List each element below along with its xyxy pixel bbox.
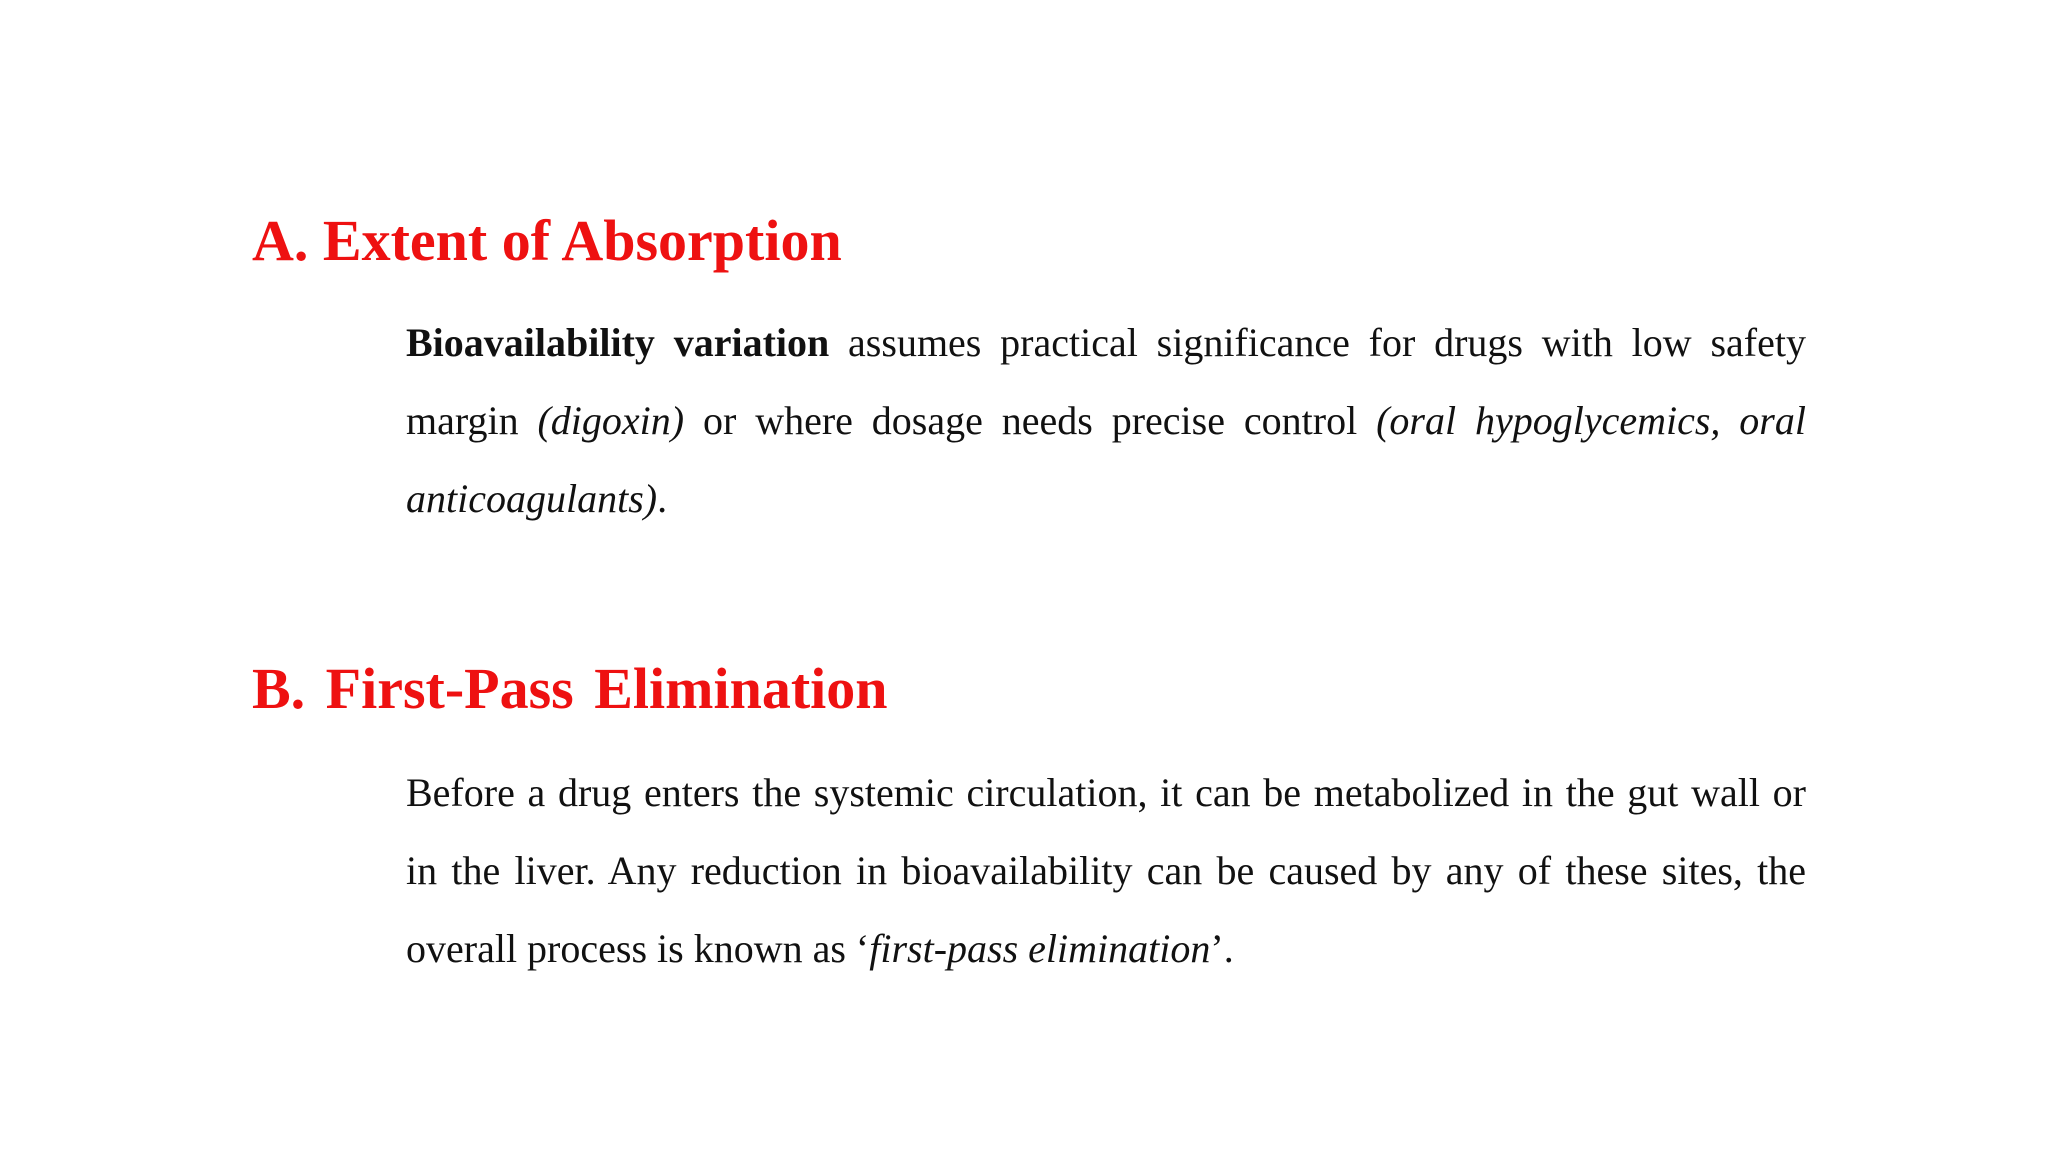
heading-extent-of-absorption: A. Extent of Absorption xyxy=(252,208,842,273)
example-oral-drugs: (oral hypoglycemics, oral anticoagulants) xyxy=(406,398,1806,521)
paragraph-extent-of-absorption xyxy=(406,304,1806,538)
text-segment: . xyxy=(657,476,668,521)
text-segment: or where dosage needs precise control xyxy=(684,398,1377,443)
text-segment: Before a drug enters the systemic circulation, it can be metabolized in the gut wall or in the liver. Any reduction in bioavailability can be caused by any of these sites, the overall process is known as ‘ xyxy=(406,770,1806,971)
text-segment: ’. xyxy=(1210,926,1234,971)
text-segment: assumes practical significance for drugs with low safety margin xyxy=(406,320,1806,443)
term-first-pass-elimination: first-pass elimination xyxy=(869,926,1211,971)
heading-first-pass-elimination: B. First-Pass Elimination xyxy=(252,656,888,721)
paragraph-first-pass-elimination xyxy=(406,754,1806,988)
example-digoxin: (digoxin) xyxy=(537,398,685,443)
term-bioavailability-variation: Bioavailability variation xyxy=(406,320,830,365)
